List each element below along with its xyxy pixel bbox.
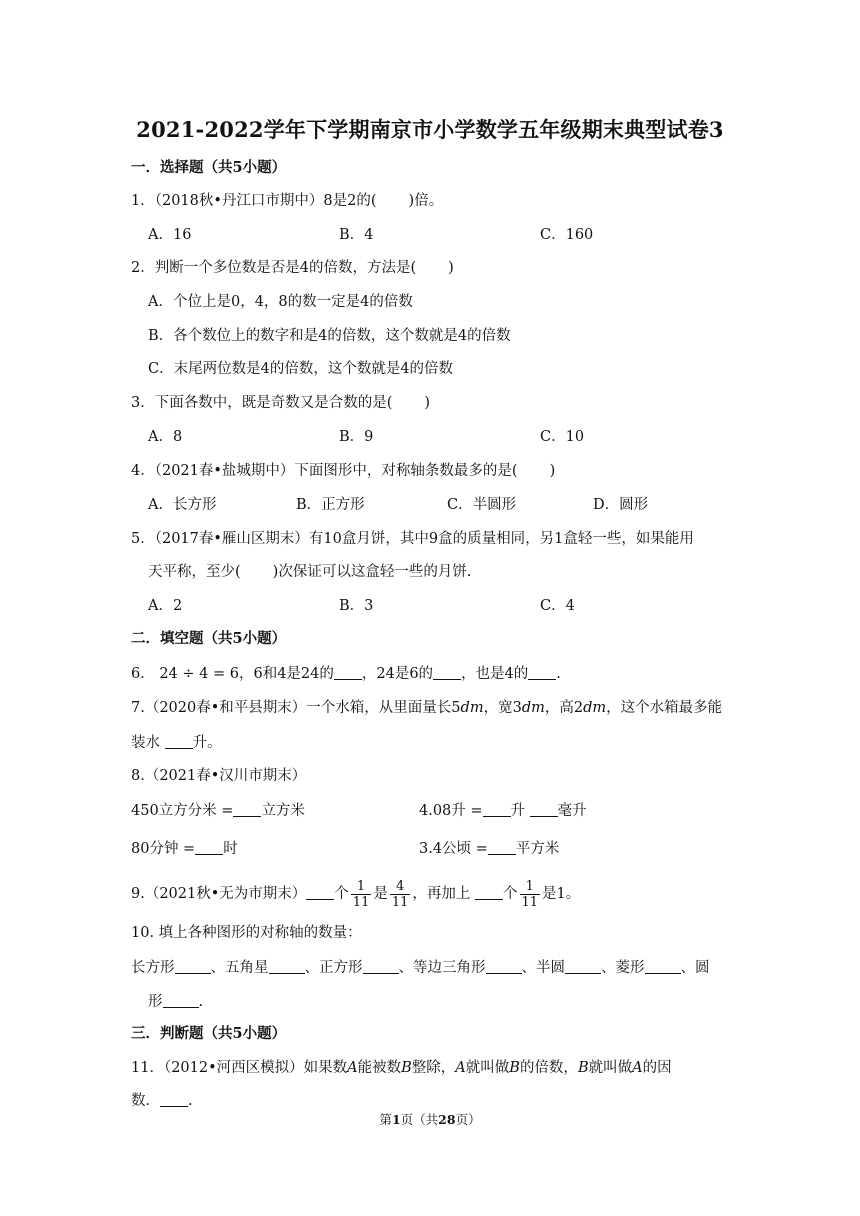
question-9: 9.（2021秋•无为市期末） 个 $\frac{1}{11}$ 是 $\frac{4}{11}$ ，再加上 个 $\frac{1}{11}$ 是1。 [131, 878, 581, 910]
question-3: 3．下面各数中，既是奇数又是合数的是( ) [131, 395, 431, 411]
section-fill-heading: 二．填空题（共5小题） [131, 630, 287, 647]
question-8-heading: 8.（2021春•汉川市期末） [131, 768, 307, 784]
q1-option-c: C．160 [540, 227, 594, 243]
fraction-4-11: $\frac{4}{11}$ [391, 878, 409, 910]
question-6: 6． 24 ÷ 4 = 6，6和4是24的 ，24是6的 ，也是4的 . [131, 666, 561, 682]
question-5-line-1: 5．（2017春•雁山区期末）有10盒月饼，其中9盒的质量相同，另1盒轻一些，如果能用 [131, 531, 694, 547]
q4-option-d: D．圆形 [593, 497, 649, 513]
q3-option-a: A．8 [148, 429, 183, 445]
q3-option-c: C．10 [540, 429, 585, 445]
q4-option-c: C．半圆形 [447, 497, 517, 513]
question-2: 2．判断一个多位数是否是4的倍数，方法是( ) [131, 260, 454, 276]
q5-option-b: B．3 [339, 598, 374, 614]
q8-item-4: 3.4公顷 = 平方米 [419, 841, 560, 857]
section-judge-heading: 三．判断题（共5小题） [131, 1025, 287, 1042]
q8-item-3: 80分钟 = 时 [131, 841, 238, 857]
question-11-line-2: 数． . [131, 1093, 193, 1109]
question-7-line-1: 7.（2020春•和平县期末）一个水箱，从里面量长5dm，宽3dm，高2dm，这个水箱最多能 [131, 700, 723, 716]
q2-option-a: A．个位上是0，4，8的数一定是4的倍数 [148, 294, 413, 310]
fraction-1-11-b: $\frac{1}{11}$ [521, 878, 539, 910]
question-11-line-1: 11．（2012•河西区模拟）如果数A能被数B整除，A就叫做B的倍数，B就叫做A的因 [131, 1060, 672, 1076]
question-4: 4．（2021春•盐城期中）下面图形中，对称轴条数最多的是( ) [131, 463, 556, 479]
question-10-items-end: 形 . [148, 994, 204, 1010]
question-10-heading: 10. 填上各种图形的对称轴的数量： [131, 925, 362, 941]
question-1: 1．（2018秋•丹江口市期中）8是2的( )倍。 [131, 193, 444, 209]
q5-option-a: A．2 [148, 598, 183, 614]
q4-option-b: B．正方形 [296, 497, 365, 513]
question-7-line-2: 装水 升。 [131, 735, 222, 751]
q2-option-b: B．各个数位上的数字和是4的倍数，这个数就是4的倍数 [148, 328, 511, 344]
page-footer: 第1页（共28页） [379, 1112, 481, 1127]
q8-item-1: 450立方分米 = 立方米 [131, 803, 305, 819]
fraction-1-11: $\frac{1}{11}$ [352, 878, 370, 910]
section-choice-heading: 一．选择题（共5小题） [131, 159, 287, 176]
q1-option-b: B．4 [339, 227, 374, 243]
q5-option-c: C．4 [540, 598, 575, 614]
q2-option-c: C．末尾两位数是4的倍数，这个数就是4的倍数 [148, 361, 454, 377]
question-5-line-2: 天平称，至少( )次保证可以这盒轻一些的月饼. [148, 564, 472, 580]
q8-item-2: 4.08升 = 升 毫升 [419, 803, 587, 819]
q3-option-b: B．9 [339, 429, 374, 445]
q4-option-a: A．长方形 [148, 497, 217, 513]
q1-option-a: A．16 [148, 227, 192, 243]
question-10-items: 长方形 、五角星 、正方形 、等边三角形 、半圆 、菱形 、圆 [131, 960, 710, 976]
document-title: 2021-2022学年下学期南京市小学数学五年级期末典型试卷3 [136, 117, 724, 142]
